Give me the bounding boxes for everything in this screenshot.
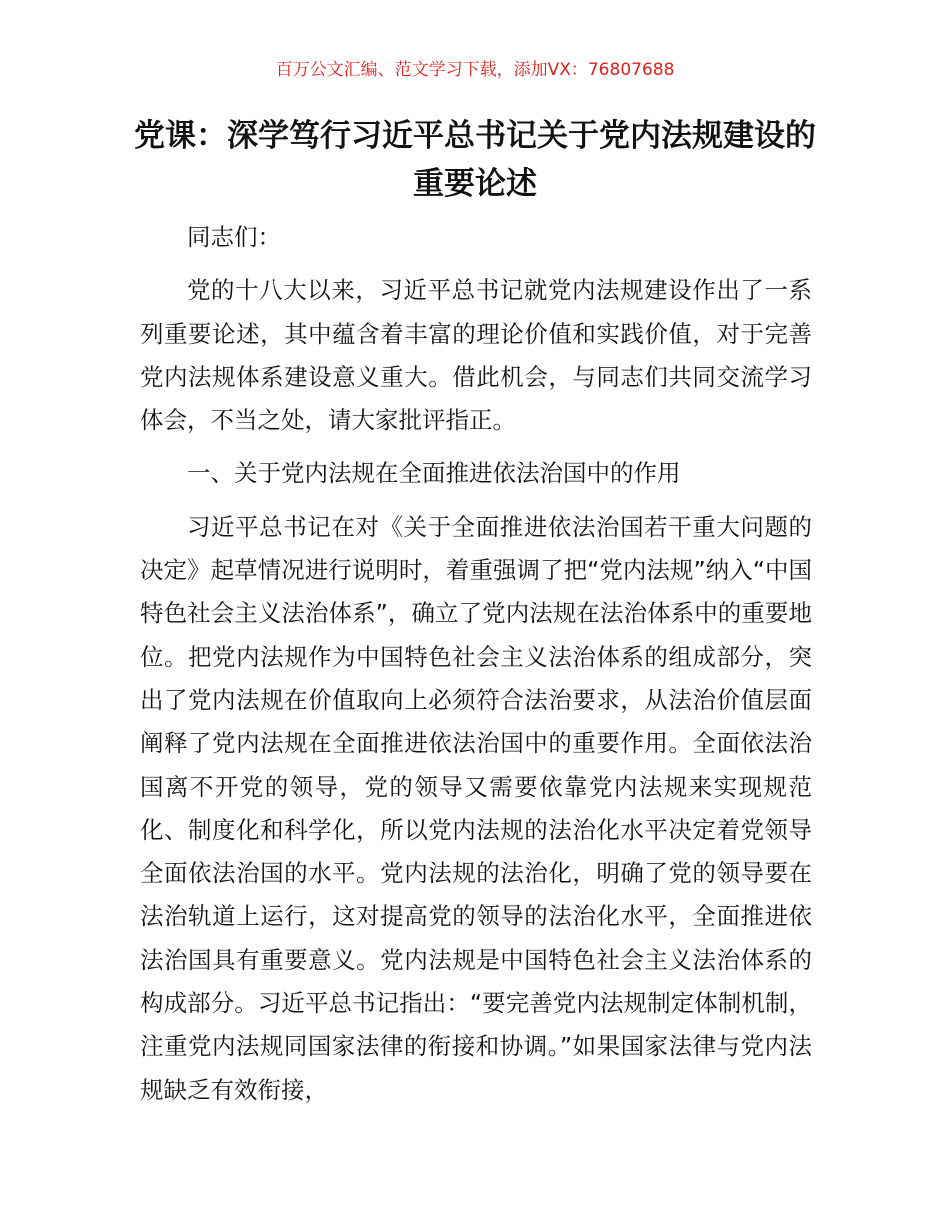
paragraph-body: 习近平总书记在对《关于全面推进依法治国若干重大问题的决定》起草情况进行说明时，着重强调了把“党内法规”纳入“中国特色社会主义法治体系”，确立了党内法规在法治体系中的重要地位。把党内法规作为中国特色社会主义法治体系的组成部分，突出了党内法规在价值取向上必须符合法治要求，从法治价值层面阐释了党内法规在全面推进依法治国中的重要作用。全面依法治国离不开党的领导，党的领导又需要依靠党内法规来实现规范化、制度化和科学化，所以党内法规的法治化水平决定着党领导全面依法治国的水平。党内法规的法治化，明确了党的领导要在法治轨道上运行，这对提高党的领导的法治化水平，全面推进依法治国具有重要意义。党内法规是中国特色社会主义法治体系的构成部分。习近平总书记指出：“要完善党内法规制定体制机制，注重党内法规同国家法律的衔接和协调。”如果国家法律与党内法规缺乏有效衔接， <box>140 512 812 1104</box>
document-body <box>140 216 812 1112</box>
header-banner: 百万公文汇编、范文学习下载，添加VX：76807688 <box>275 60 675 80</box>
document-title: 党课：深学笃行习近平总书记关于党内法规建设的重要论述 <box>134 118 816 202</box>
section-heading: 一、关于党内法规在全面推进依法治国中的作用 <box>187 459 681 488</box>
salutation: 同志们： <box>187 223 281 251</box>
paragraph-intro: 党的十八大以来，习近平总书记就党内法规建设作出了一系列重要论述，其中蕴含着丰富的理论价值和实践价值，对于完善党内法规体系建设意义重大。借此机会，与同志们共同交流学习体会，不当之处，请大家批评指正。 <box>140 276 812 435</box>
